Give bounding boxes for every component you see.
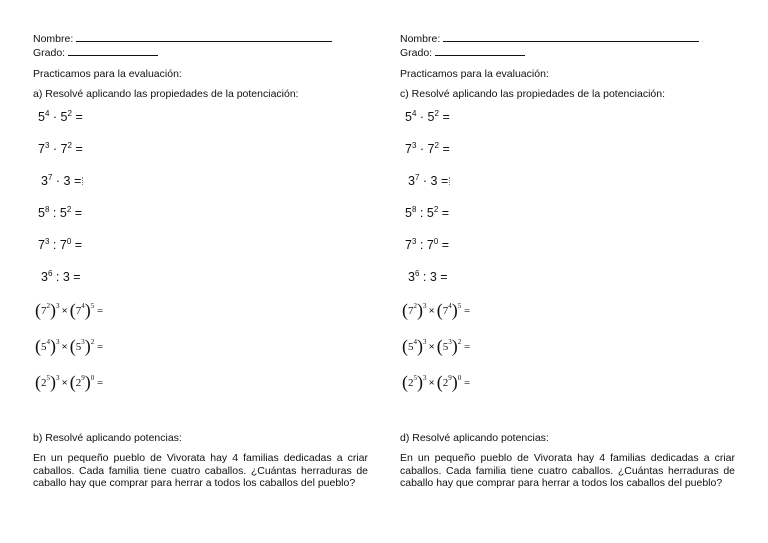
exercise-2: $7^3 \cdot 7^2$ = — [405, 141, 450, 156]
exercise-1: $5^4 \cdot 5^2$ = — [38, 109, 83, 124]
word-problem: En un pequeño pueblo de Vivorata hay 4 familias dedicadas a criar caballos. Cada familia tiene cuatro caballos. ¿Cuántas herraduras de caballo hay que comprar para herrar a todos los caballos del pueblo? — [400, 452, 735, 489]
worksheet-left — [33, 32, 373, 489]
grado-label: Grado: — [33, 47, 66, 59]
nombre-label: Nombre: — [400, 33, 441, 45]
nombre-blank — [76, 32, 332, 42]
exercise-4: $5^8$ : $5^2$ = — [405, 205, 450, 220]
exercise-list — [400, 100, 740, 400]
section-b — [33, 432, 368, 490]
exercise-list — [33, 100, 373, 400]
nombre-line — [400, 32, 740, 46]
exercise-6: $3^6$ : 3 = — [41, 269, 81, 284]
instruction-b: b) Resolvé aplicando potencias: — [33, 432, 182, 444]
grado-label: Grado: — [400, 47, 433, 59]
worksheet-right — [400, 32, 740, 489]
nombre-label: Nombre: — [33, 33, 74, 45]
exercise-7: $(7^2)^3 \times (7^4)^5$ = — [35, 300, 104, 320]
exercise-5: $7^3$ : $7^0$ = — [405, 237, 450, 252]
exercise-5: $7^3$ : $7^0$ = — [38, 237, 83, 252]
word-problem: En un pequeño pueblo de Vivorata hay 4 familias dedicadas a criar caballos. Cada familia tiene cuatro caballos. ¿Cuántas herraduras de caballo hay que comprar para herrar a todos los caballos del pueblo? — [33, 452, 368, 489]
exercise-3: $3^7 \cdot 3$ = — [41, 174, 87, 188]
intro-text: Practicamos para la evaluación: — [400, 68, 549, 80]
exercise-1: $5^4 \cdot 5^2$ = — [405, 109, 450, 124]
nombre-line — [33, 32, 373, 46]
grado-blank — [435, 46, 525, 56]
exercise-3: $3^7 \cdot 3$ = — [408, 174, 454, 188]
exercise-9: $(2^5)^3 \times (2^9)^0$ = — [35, 372, 104, 392]
grado-blank — [68, 46, 158, 56]
exercise-8: $(5^4)^3 \times (5^3)^2$ = — [35, 336, 104, 356]
nombre-blank — [443, 32, 699, 42]
intro-text: Practicamos para la evaluación: — [33, 68, 182, 80]
grado-line — [400, 46, 740, 60]
exercise-2: $7^3 \cdot 7^2$ = — [38, 141, 83, 156]
instruction-c: c) Resolvé aplicando las propiedades de la potenciación: — [400, 88, 666, 100]
instruction-a: a) Resolvé aplicando las propiedades de la potenciación: — [33, 88, 299, 100]
exercise-9: $(2^5)^3 \times (2^9)^0$ = — [402, 372, 471, 392]
section-d — [400, 432, 735, 490]
exercise-4: $5^8$ : $5^2$ = — [38, 205, 83, 220]
grado-line — [33, 46, 373, 60]
exercise-7: $(7^2)^3 \times (7^4)^5$ = — [402, 300, 471, 320]
exercise-8: $(5^4)^3 \times (5^3)^2$ = — [402, 336, 471, 356]
exercise-6: $3^6$ : 3 = — [408, 269, 448, 284]
instruction-d: d) Resolvé aplicando potencias: — [400, 432, 549, 444]
